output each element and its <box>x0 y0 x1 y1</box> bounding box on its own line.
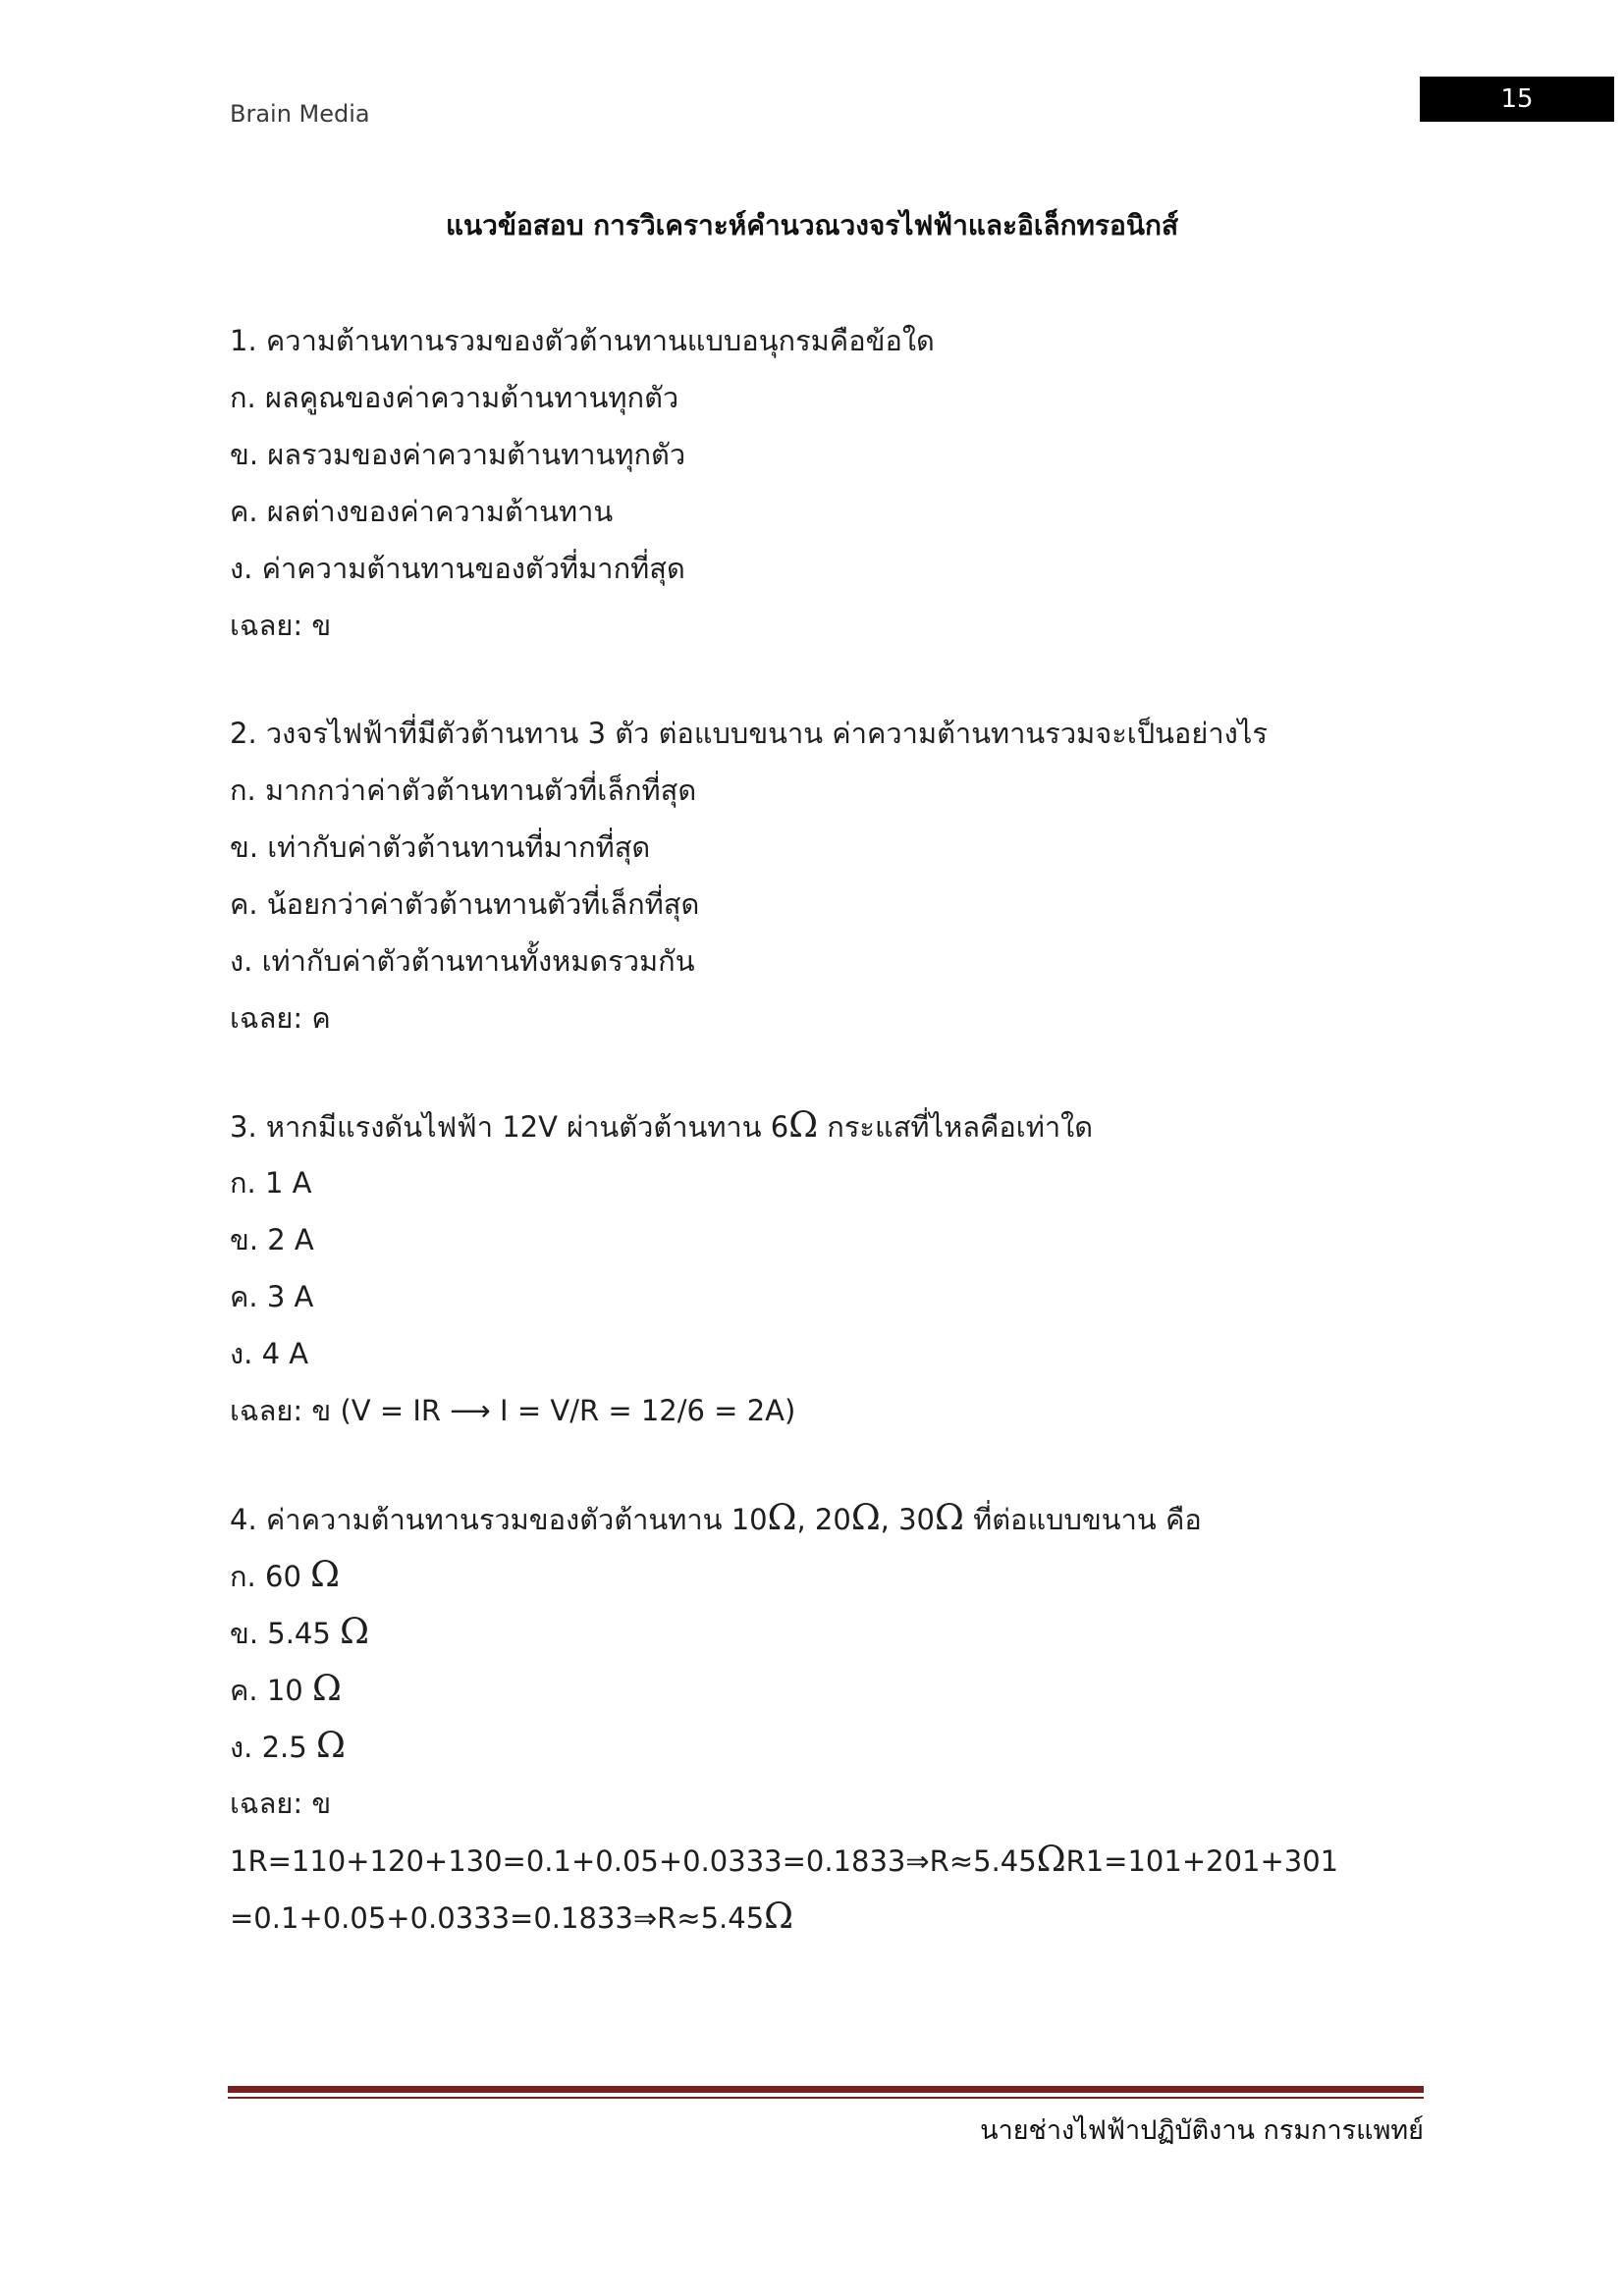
ohm-symbol: Ω <box>315 1726 346 1766</box>
option-item: ง. 4 A <box>230 1337 309 1370</box>
question-3 <box>230 1097 1447 1439</box>
question-text <box>230 1490 1447 1547</box>
answer-key: เฉลย: ข <box>230 609 332 642</box>
ohm-symbol: Ω <box>935 1498 964 1538</box>
explanation-text: 1R=110+120+130=0.1+0.05+0.0333=0.1833⇒R≈5.45 <box>230 1844 1037 1878</box>
ohm-symbol: Ω <box>311 1669 342 1709</box>
ohm-symbol: Ω <box>850 1498 881 1538</box>
explanation-text: R1=101+201+301 <box>1065 1844 1339 1878</box>
question-1 <box>230 312 1447 654</box>
option-item: ค. 3 A <box>230 1280 314 1313</box>
option-item: ข. 2 A <box>230 1223 314 1256</box>
question-text-part: กระแสที่ไหลคือเท่าใด <box>818 1110 1094 1144</box>
question-text-part: 4. ค่าความต้านทานรวมของตัวต้านทาน 10 <box>230 1503 768 1536</box>
option-item: ง. ค่าความต้านทานของตัวที่มากที่สุด <box>230 552 685 585</box>
footer-divider-thin <box>228 2097 1424 2099</box>
answer-key: เฉลย: ข <box>230 1787 332 1820</box>
option-item: ค. น้อยกว่าค่าตัวต้านทานตัวที่เล็กที่สุด <box>230 887 700 921</box>
question-text: 2. วงจรไฟฟ้าที่มีตัวต้านทาน 3 ตัว ต่อแบบขนาน ค่าความต้านทานรวมจะเป็นอย่างไร <box>230 717 1268 750</box>
option-text: ข. 5.45 <box>230 1617 341 1650</box>
ohm-symbol: Ω <box>310 1555 340 1595</box>
explanation-line <box>230 1832 1447 1889</box>
ohm-symbol: Ω <box>340 1612 369 1652</box>
option-item <box>230 1718 1447 1775</box>
answer-key: เฉลย: ค <box>230 1001 331 1035</box>
option-item: ค. ผลต่างของค่าความต้านทาน <box>230 495 614 528</box>
option-item <box>230 1547 1447 1604</box>
question-text <box>230 1097 1447 1154</box>
option-item <box>230 1661 1447 1718</box>
brand-label: Brain Media <box>230 100 370 128</box>
question-text-part: , 30 <box>880 1503 936 1536</box>
answer-key: เฉลย: ข (V = IR ⟶ I = V/R = 12/6 = 2A) <box>230 1394 796 1427</box>
option-item: ก. มากกว่าค่าตัวต้านทานตัวที่เล็กที่สุด <box>230 774 697 807</box>
ohm-symbol: Ω <box>767 1498 797 1538</box>
option-item <box>230 1604 1447 1661</box>
footer-divider-thick <box>228 2086 1424 2093</box>
footer-text: นายช่างไฟฟ้าปฏิบัติงาน กรมการแพทย์ <box>980 2115 1424 2146</box>
option-text: ค. 10 <box>230 1674 312 1707</box>
question-2 <box>230 705 1447 1046</box>
question-text: 1. ความต้านทานรวมของตัวต้านทานแบบอนุกรมคือข้อใด <box>230 324 935 357</box>
question-text-part: 3. หากมีแรงดันไฟฟ้า 12V ผ่านตัวต้านทาน 6 <box>230 1110 789 1144</box>
option-item: ก. ผลคูณของค่าความต้านทานทุกตัว <box>230 381 679 414</box>
ohm-symbol: Ω <box>1036 1840 1066 1880</box>
option-item: ข. ผลรวมของค่าความต้านทานทุกตัว <box>230 438 686 471</box>
explanation-line <box>230 1889 1447 1946</box>
option-item: ข. เท่ากับค่าตัวต้านทานที่มากที่สุด <box>230 830 651 864</box>
question-4 <box>230 1490 1447 1946</box>
option-text: ก. 60 <box>230 1560 311 1593</box>
explanation-text: =0.1+0.05+0.0333=0.1833⇒R≈5.45 <box>230 1901 765 1935</box>
question-text-part: ที่ต่อแบบขนาน คือ <box>963 1503 1202 1536</box>
option-text: ง. 2.5 <box>230 1731 316 1764</box>
question-list <box>230 312 1447 1997</box>
option-item: ก. 1 A <box>230 1166 312 1200</box>
question-text-part: , 20 <box>796 1503 851 1536</box>
page-title: แนวข้อสอบ การวิเคราะห์คำนวณวงจรไฟฟ้าและอิเล็กทรอนิกส์ <box>445 209 1179 241</box>
ohm-symbol: Ω <box>788 1105 819 1146</box>
ohm-symbol: Ω <box>764 1896 794 1937</box>
page-number-badge: 15 <box>1420 77 1614 122</box>
option-item: ง. เท่ากับค่าตัวต้านทานทั้งหมดรวมกัน <box>230 944 695 978</box>
